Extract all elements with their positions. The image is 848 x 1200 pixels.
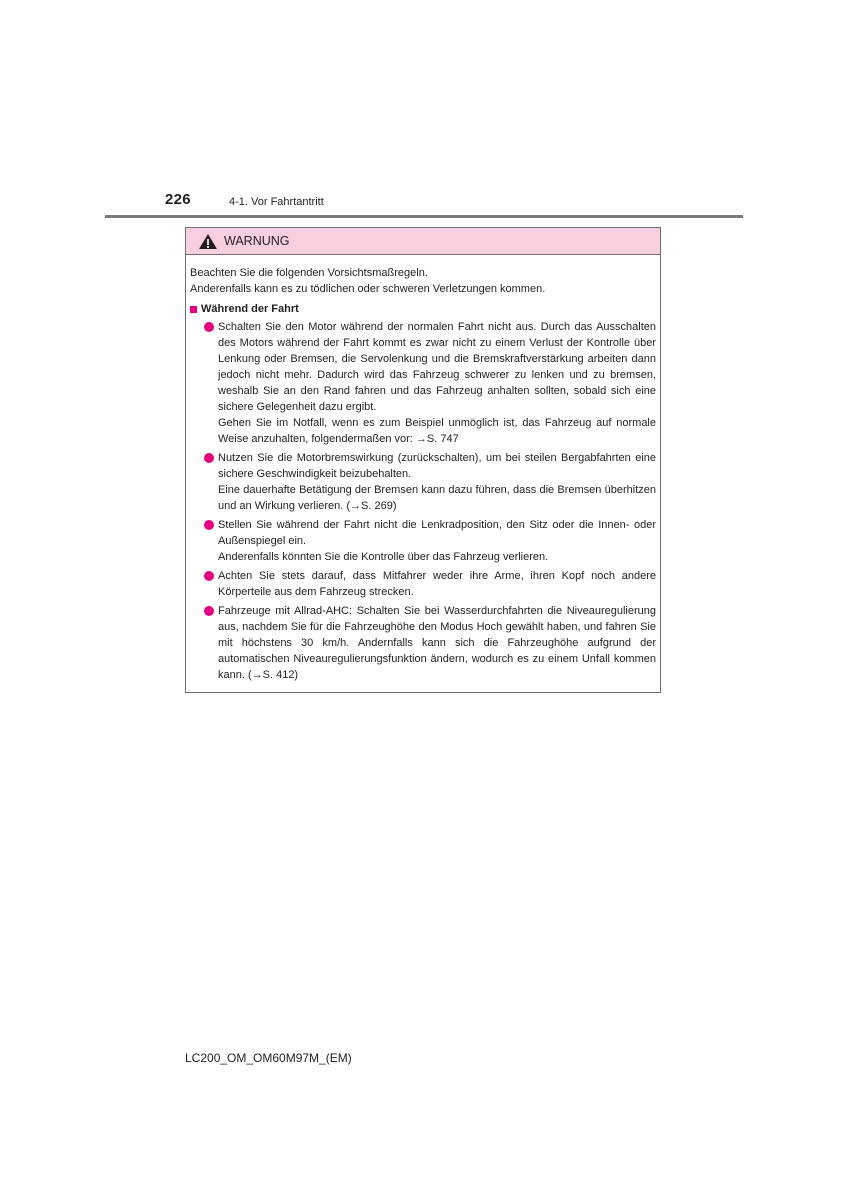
warning-box xyxy=(185,227,661,693)
page-number: 226 xyxy=(165,191,191,208)
warning-header xyxy=(186,228,660,255)
warning-subheading xyxy=(190,301,656,317)
list-item xyxy=(203,517,656,565)
bullet-dot-icon xyxy=(204,322,214,332)
bullet-paragraph: Eine dauerhafte Betätigung der Bremsen kann dazu führen, dass die Bremsen überhitzen und an Wirkung verlieren. (→S. 269) xyxy=(218,484,656,512)
bullet-paragraph: Stellen Sie während der Fahrt nicht die Lenkradposition, den Sitz oder die Innen- oder Außenspiegel ein. xyxy=(218,519,656,547)
list-item xyxy=(203,450,656,514)
list-item xyxy=(203,319,656,447)
warning-label: WARNUNG xyxy=(224,234,290,248)
bullet-paragraph: Anderenfalls könnten Sie die Kontrolle über das Fahrzeug verlieren. xyxy=(218,551,549,563)
list-item xyxy=(203,603,656,683)
list-item xyxy=(203,568,656,600)
bullet-dot-icon xyxy=(204,571,214,581)
document-code: LC200_OM_OM60M97M_(EM) xyxy=(185,1051,352,1065)
bullet-paragraph: Achten Sie stets darauf, dass Mitfahrer weder ihre Arme, ihren Kopf noch andere Körperteile aus dem Fahrzeug strecken. xyxy=(218,570,656,598)
bullet-paragraph: Fahrzeuge mit Allrad-AHC: Schalten Sie bei Wasserdurchfahrten die Niveauregulierung aus, nachdem Sie für die Fahrzeughöhe den Modus Hoch gewählt haben, und fahren Sie mit höchstens 30 km/h. Andernfalls kann sich die Fahrzeughöhe aufgrund der automatischen Niveauregulierungsfunktion ändern, wodurch es zu einem Unfall kommen kann. (→S. 412) xyxy=(218,605,656,681)
bullet-dot-icon xyxy=(204,606,214,616)
warning-intro xyxy=(190,265,656,297)
bullet-paragraph: Schalten Sie den Motor während der normalen Fahrt nicht aus. Durch das Ausschalten des Motors während der Fahrt kommt es zwar nicht zu einem Verlust der Kontrolle über Lenkung oder Bremsen, die Servolenkung und die Bremskraftverstärkung arbeiten dann jedoch nicht mehr. Dadurch wird das Fahrzeug schwerer zu lenken und zu bremsen, weshalb Sie an den Rand fahren und das Fahrzeug anhalten sollten, sobald sich eine sichere Gelegenheit dazu ergibt. xyxy=(218,321,656,413)
subheading-text: Während der Fahrt xyxy=(201,303,299,315)
intro-line: Beachten Sie die folgenden Vorsichtsmaßregeln. xyxy=(190,267,428,279)
bullet-dot-icon xyxy=(204,453,214,463)
warning-body xyxy=(186,255,660,683)
header-rule xyxy=(105,215,743,218)
warning-triangle-icon xyxy=(198,233,218,250)
bullet-paragraph: Nutzen Sie die Motorbremswirkung (zurückschalten), um bei steilen Bergabfahrten eine sichere Geschwindigkeit beizubehalten. xyxy=(218,452,656,480)
warning-bullet-list xyxy=(190,319,656,683)
bullet-dot-icon xyxy=(204,520,214,530)
square-bullet-icon xyxy=(190,306,197,313)
intro-line: Anderenfalls kann es zu tödlichen oder schweren Verletzungen kommen. xyxy=(190,283,546,295)
section-title: 4-1. Vor Fahrtantritt xyxy=(229,196,324,208)
bullet-paragraph: Gehen Sie im Notfall, wenn es zum Beispiel unmöglich ist, das Fahrzeug auf normale Weise anzuhalten, folgendermaßen vor: →S. 747 xyxy=(218,417,656,445)
